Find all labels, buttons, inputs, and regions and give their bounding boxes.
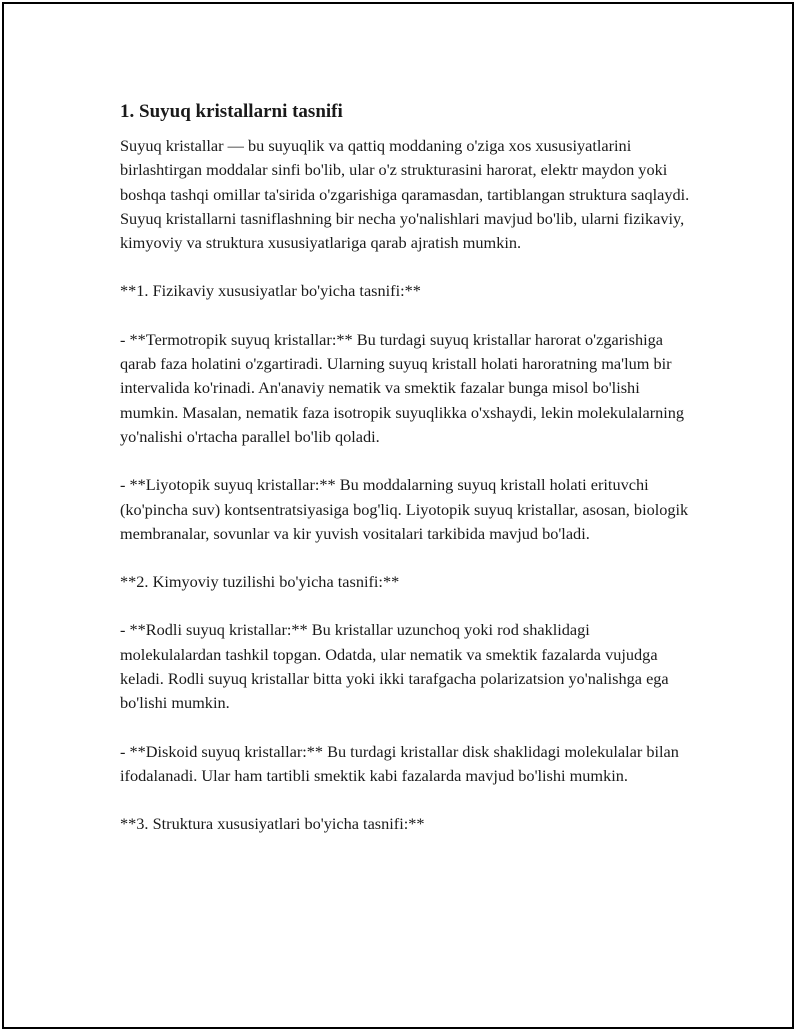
paragraph-heading-chemical: **2. Kimyoviy tuzilishi bo'yicha tasnifi:**	[120, 572, 400, 592]
paragraph-thermotropic: - **Termotropik suyuq kristallar:** Bu turdagi suyuq kristallar harorat o'zgarishiga qarab faza holatini o'zgartiradi. Ularning suyuq kristall holati haroratning ma'lum bir intervalida ko'rinadi. An'anaviy nematik va smektik fazalar bunga misol bo'lishi mumkin. Masalan, nematik faza isotropik suyuqlikka o'xshaydi, lekin molekulalarning yo'nalishi o'rtacha parallel bo'lib qoladi.	[120, 329, 685, 446]
paragraph-heading-structure: **3. Struktura xususiyatlari bo'yicha tasnifi:**	[120, 814, 425, 834]
paragraph-heading-physical: **1. Fizikaviy xususiyatlar bo'yicha tasnifi:**	[120, 281, 421, 301]
section-title: 1. Suyuq kristallarni tasnifi	[120, 101, 343, 122]
paragraph-rod: - **Rodli suyuq kristallar:** Bu kristallar uzunchoq yoki rod shaklidagi molekulalardan tashkil topgan. Odatda, ular nematik va smektik fazalarda vujudga keladi. Rodli suyuq kristallar bitta yoki ikki tarafgacha polarizatsion yo'nalishga ega bo'lishi mumkin.	[120, 620, 669, 713]
paragraph-lyotropic: - **Liyotopik suyuq kristallar:** Bu moddalarning suyuq kristall holati erituvchi (ko'pincha suv) kontsentratsiyasiga bog'liq. Liyotopik suyuq kristallar, asosan, biologik membranalar, sovunlar va kir yuvish vositalari tarkibida mavjud bo'ladi.	[120, 475, 689, 543]
paragraph-intro: Suyuq kristallar — bu suyuqlik va qattiq moddaning o'ziga xos xususiyatlarini birlashtirgan moddalar sinfi bo'lib, ular o'z strukturasini harorat, elektr maydon yoki boshqa tashqi omillar ta'sirida o'zgarishiga qaramasdan, tartiblangan struktura saqlaydi. Suyuq kristallarni tasniflashning bir necha yo'nalishlari mavjud bo'lib, ularni fizikaviy, kimyoviy va struktura xususiyatlariga qarab ajratish mumkin.	[120, 136, 690, 253]
document-body	[120, 100, 690, 861]
document-page	[2, 2, 794, 1029]
paragraph-discoid: - **Diskoid suyuq kristallar:** Bu turdagi kristallar disk shaklidagi molekulalar bilan ifodalanadi. Ular ham tartibli smektik kabi fazalarda mavjud bo'lishi mumkin.	[120, 741, 679, 785]
